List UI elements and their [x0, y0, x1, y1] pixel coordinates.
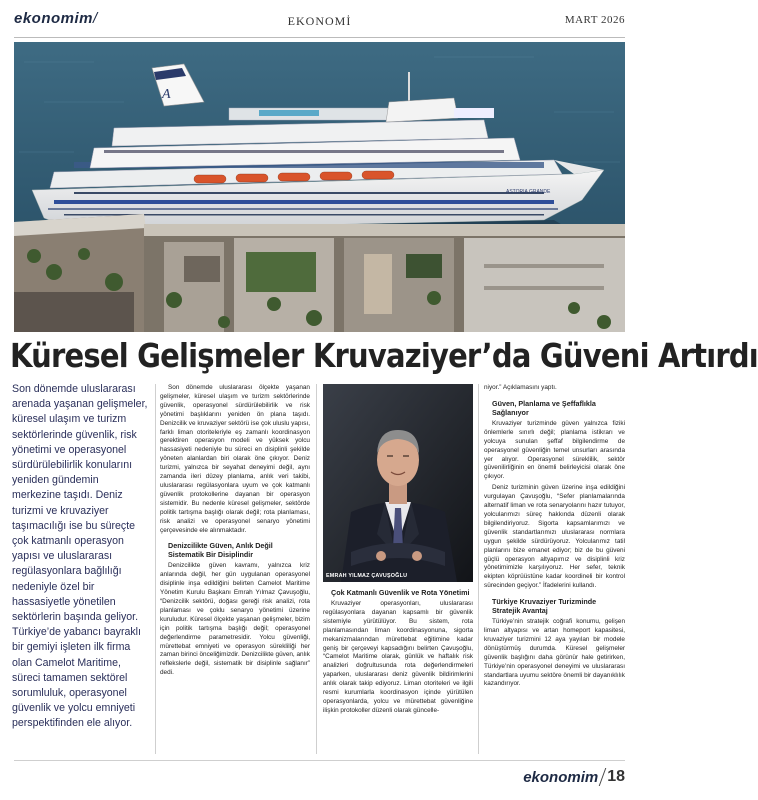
footer-rule	[14, 760, 625, 761]
footer-separator	[599, 768, 607, 786]
article-column-3	[323, 588, 473, 718]
article-lead: Son dönemde uluslararası arenada yaşanan gelişmeler, küresel ulaşım ve turizm sektörlerinde güvenlik, risk yönetimi ve operasyonel sürdürülebilirlik konularını yeniden gündemin merkezine taşıdı. Deniz turizmi ve kruvaziyer taşımacılığı ise bu süreçte çok katmanlı operasyon yapısı ve uluslararası regülasyonlara bağlılığı nedeniyle özel bir hassasiyetle yönetilen sektörlerin başında geliyor. Türkiye’de yabancı bayraklı bir gemiyi işleten ilk firma olan Camelot Maritime, süreci tamamen sektörel sorumluluk, operasyonel güvenlik ve yolcu emniyeti perspektifinden ele alıyor.	[12, 383, 148, 730]
column-divider	[478, 384, 479, 754]
section-label: EKONOMİ	[287, 14, 352, 28]
paragraph: Kruvaziyer turizminde güven yalnızca fiziki önlemlerle sınırlı değil; planlama istikrarı ve yolcuya sunulan şeffaf bilgilendirme de operasyonel güvenliğin temel unsurları arasında yer alıyor. Operasyonel süreklilik, sektör güvenilirliğinin en önemli belirleyicisi olarak öne çıkıyor.	[484, 419, 625, 481]
page-footer	[523, 764, 625, 790]
portrait-photo	[323, 384, 473, 582]
ship-name: ASTORIA GRANDE	[506, 189, 551, 195]
hero-photo	[14, 42, 625, 332]
masthead-logo[interactable]: ekonomim/	[14, 10, 98, 27]
page-number: 18	[607, 768, 625, 785]
subheading: Çok Katmanlı Güvenlik ve Rota Yönetimi	[331, 588, 470, 597]
issue-date: MART 2026	[564, 14, 625, 26]
paragraph: Son dönemde uluslararası ölçekte yaşanan gelişmeler, küresel ulaşım ve turizm sektörlerinde güvenlik, operasyonel sürdürülebilirlik ve risk yönetimi başlıklarını yeniden ön plana taşıdı. Denizcilik ve kruvaziyer sektörü ise çok uluslu yapısı, farklı liman otoriteleriyle eş zamanlı koordinasyon gerektiren operasyon modeli ve yüksek yolcu hassasiyeti nedeniyle bu süreci en disiplinli şekilde yöneten alanlardan biri olarak öne çıkıyor. Deniz turizmi, yalnızca bir seyahat deneyimi değil, aynı zamanda ileri düzey planlama, anlık veri takibi, uluslararası regülasyonlara uyum ve çok katmanlı güvenlik protokollerine dayanan bir operasyon sistemidir. Bu nedenle küresel gelişmeler, sektörde politik tartışma başlığı olarak değil; rota planlaması, risk analizi ve operasyonel senaryo yönetimi çerçevesinde ele alınmaktadır.	[160, 384, 310, 534]
page-header	[14, 8, 625, 38]
paragraph: Denizcilikte güven kavramı, yalnızca kriz anlarında değil, her gün uygulanan operasyonel disiplinle inşa edildiğini belirten Camelot Maritime Yönetim Kurulu Başkanı Emrah Yılmaz Çavuşoğlu, “Denizcilik sektörü, doğası gereği risk analizi, rota planlaması ve çoklu senaryo yönetimi üzerine kuruludur. Küresel ölçekte yaşanan gelişmeler, bizim için politik tartışma başlığı değil; operasyonel değerlendirme parametresidir. Yolcu güvenliği, mürettebat emniyeti ve operasyon sürekliliği her zaman birinci önceliğimizdir. Denizcilikte güven, anlık reflekslerle değil, sistematik bir disiplinle sağlanır” dedi.	[160, 562, 310, 677]
article-column-4	[484, 384, 625, 691]
article-headline: Küresel Gelişmeler Kruvaziyer’da Güveni Artırdı	[10, 336, 758, 376]
paragraph: Türkiye’nin stratejik coğrafi konumu, gelişen liman altyapısı ve artan homeport kapasitesi, kruvaziyer turizmini 12 aya yayılan bir modele dönüştürmüş durumda. Küresel gelişmeler güvenlik başlığını daha görünür hale getirirken, Türkiye’nin operasyonel deneyimi ve uluslararası standartlara uyumu sektöre önemli bir dayanıklılık kazandırıyor.	[484, 618, 625, 688]
paragraph: niyor.” Açıklamasını yaptı.	[484, 384, 557, 391]
subheading: Türkiye Kruvaziyer Turizminde Stratejik Avantaj	[492, 597, 597, 616]
svg-text:A: A	[162, 87, 171, 102]
paragraph: Kruvaziyer operasyonları, uluslararası regülasyonlara dayanan kapsamlı bir güvenlik sistemiyle yürütülüyor. Bu sistem, rota planlamasından liman koordinasyonuna, sigorta mekanizmalarından mürettebat eğitimine kadar geniş bir çerçeveyi kapsadığını belirten Çavuşoğlu, “Camelot Maritime olarak, günlük ve haftalık risk analizleri doğrultusunda rota değerlendirmeleri yaparken, uluslararası deniz güvenlik bildirimlerini anlık olarak takip ediyoruz. Liman otoriteleri ve ilgili resmi kurumlarla koordinasyon içinde yürütülen operasyonlarda, yolcu ve mürettebat güvenliğine ilişkin protokoller düzenli olarak güncelle-	[323, 600, 473, 714]
photo-caption: EMRAH YILMAZ ÇAVUŞOĞLU	[326, 573, 408, 579]
article-column-2	[160, 384, 310, 680]
column-divider	[155, 384, 156, 754]
subheading: Denizcilikte Güven, Anlık Değil Sistematik Bir Disiplindir	[168, 541, 273, 560]
column-divider	[316, 384, 317, 754]
footer-logo[interactable]: ekonomim	[523, 768, 599, 786]
subheading: Güven, Planlama ve Şeffaflıkla Sağlanıyor	[492, 398, 596, 417]
paragraph: Deniz turizminin güven üzerine inşa edildiğini vurgulayan Çavuşoğlu, “Sefer planlamalarında alternatif liman ve rota senaryolarını hazır tutuyor, yolcularımızı süreç hakkında düzenli olarak bilgilendiriyoruz. Sigorta kapsamlarımızı ve güvenlik standartlarımızı uluslararası normlara uygun şekilde sürdürüyoruz. Yolcularımız tatil planlarını bize emanet ediyor; biz de bu güveni güçlü operasyon altyapımız ve disiplinli kriz yönetimimizle karşılıyoruz. Her sefer, teknik ekipten köprüüstüne kadar koordineli bir kontrol sürecinden geçiyor.” İfadelerini kullandı.	[484, 484, 625, 590]
